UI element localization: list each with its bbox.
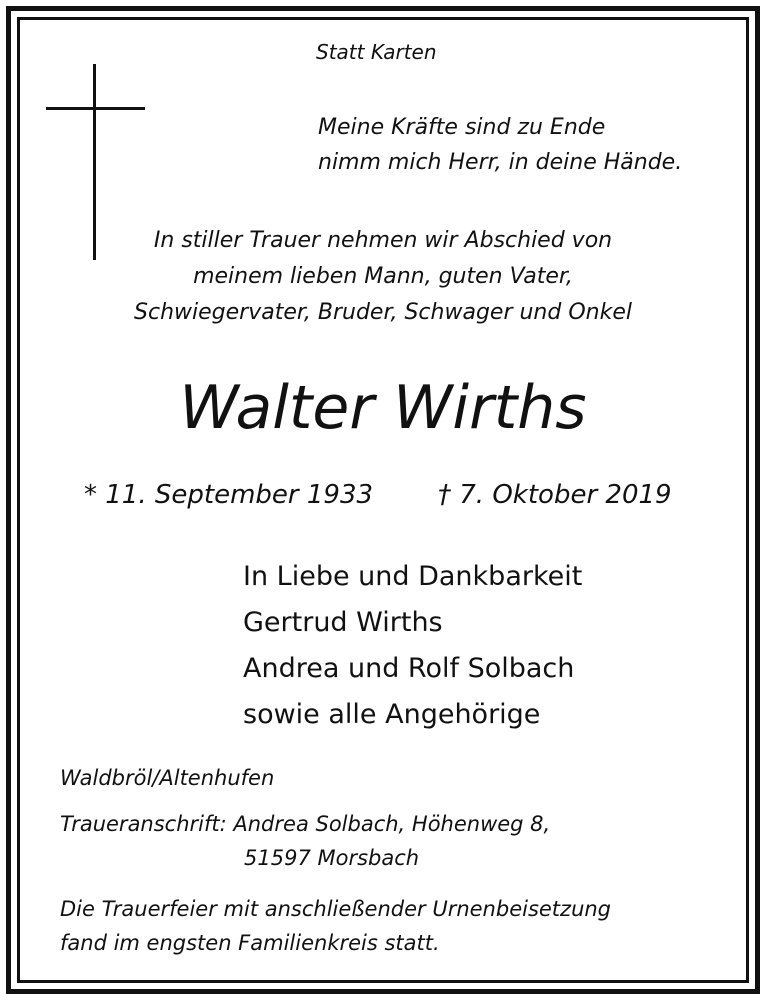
verse-line: Meine Kräfte sind zu Ende [318, 115, 606, 140]
intro-line: meinem lieben Mann, guten Vater, [193, 264, 573, 289]
mourning-address-city: 51597 Morsbach [244, 846, 420, 870]
signer-name: Andrea und Rolf Solbach [243, 653, 575, 684]
cross-horizontal-bar [46, 107, 145, 110]
signers [243, 554, 582, 738]
note-line: Die Trauerfeier mit anschließender Urnenbeisetzung [60, 897, 612, 921]
location: Waldbröl/Altenhufen [60, 766, 275, 790]
note-line: fand im engsten Familienkreis statt. [60, 931, 440, 955]
intro-line: In stiller Trauer nehmen wir Abschied von [153, 228, 613, 253]
intro-text [0, 223, 766, 331]
signer-name: Gertrud Wirths [243, 607, 443, 638]
header-statt-karten: Statt Karten [316, 40, 437, 64]
signers-intro: In Liebe und Dankbarkeit [243, 561, 583, 592]
deceased-name: Walter Wirths [179, 373, 587, 443]
signer-name: sowie alle Angehörige [243, 699, 541, 730]
death-date: † 7. Oktober 2019 [438, 480, 672, 510]
mourning-address: Traueranschrift: Andrea Solbach, Höhenweg 8, [60, 812, 551, 836]
ceremony-note [60, 892, 611, 960]
verse-line: nimm mich Herr, in deine Hände. [318, 150, 683, 175]
intro-line: Schwiegervater, Bruder, Schwager und Onkel [134, 300, 632, 325]
birth-date: * 11. September 1933 [84, 480, 374, 510]
verse [318, 110, 682, 180]
